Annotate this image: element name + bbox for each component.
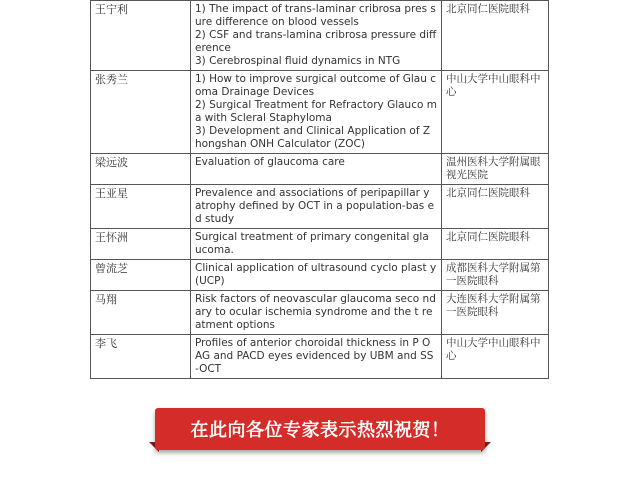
institution: 中山大学中山眼科中心 xyxy=(442,335,549,379)
topic-line: Surgical treatment of primary congenital gla ucoma. xyxy=(195,231,429,256)
institution: 北京同仁医院眼科 xyxy=(442,1,549,71)
talk-topics xyxy=(191,229,442,260)
talk-topics xyxy=(191,71,442,154)
table-row xyxy=(91,71,549,154)
topic-line: Risk factors of neovascular glaucoma seco ndary to ocular ischemia syndrome and the t reatment options xyxy=(195,293,436,331)
table-row xyxy=(91,185,549,229)
table-row xyxy=(91,1,549,71)
table-row xyxy=(91,229,549,260)
speaker-name: 马翔 xyxy=(91,291,191,335)
table-row xyxy=(91,154,549,185)
institution: 北京同仁医院眼科 xyxy=(442,229,549,260)
topic-line: 1) How to improve surgical outcome of Glau coma Drainage Devices xyxy=(195,73,437,98)
speaker-name: 曾流芝 xyxy=(91,260,191,291)
topic-line: 3) Development and Clinical Application of Z hongshan ONH Calculator (ZOC) xyxy=(195,125,431,150)
speaker-name: 李飞 xyxy=(91,335,191,379)
topic-line: 2) Surgical Treatment for Refractory Glauco ma with Scleral Staphyloma xyxy=(195,99,437,124)
institution: 成都医科大学附属第一医院眼科 xyxy=(442,260,549,291)
topic-line: 3) Cerebrospinal fluid dynamics in NTG xyxy=(195,55,401,67)
institution: 北京同仁医院眼科 xyxy=(442,185,549,229)
talk-topics xyxy=(191,1,442,71)
topic-line: Clinical application of ultrasound cyclo plast y (UCP) xyxy=(195,262,437,287)
topic-line: Prevalence and associations of peripapillar y atrophy defined by OCT in a population-bas ed study xyxy=(195,187,435,225)
speaker-name: 张秀兰 xyxy=(91,71,191,154)
speaker-name: 王亚星 xyxy=(91,185,191,229)
institution: 大连医科大学附属第一医院眼科 xyxy=(442,291,549,335)
speaker-name: 王怀洲 xyxy=(91,229,191,260)
topic-line: 2) CSF and trans-lamina cribrosa pressure difference xyxy=(195,29,437,54)
talk-topics xyxy=(191,154,442,185)
congratulation-banner xyxy=(155,408,485,450)
topic-line: Profiles of anterior choroidal thickness in P OAG and PACD eyes evidenced by UBM and SS-OCT xyxy=(195,337,434,375)
topic-line: 1) The impact of trans-laminar cribrosa pres sure difference on blood vessels xyxy=(195,3,436,28)
speaker-name: 梁远波 xyxy=(91,154,191,185)
talk-topics xyxy=(191,260,442,291)
topic-line: Evaluation of glaucoma care xyxy=(195,156,345,168)
table-row xyxy=(91,291,549,335)
banner-ribbon xyxy=(155,408,485,450)
speaker-table xyxy=(90,0,549,379)
talk-topics xyxy=(191,291,442,335)
institution: 温州医科大学附属眼视光医院 xyxy=(442,154,549,185)
banner-text: 在此向各位专家表示热烈祝贺！ xyxy=(190,420,450,441)
talk-topics xyxy=(191,185,442,229)
speaker-name: 王宁利 xyxy=(91,1,191,71)
institution: 中山大学中山眼科中心 xyxy=(442,71,549,154)
table-row xyxy=(91,335,549,379)
talk-topics xyxy=(191,335,442,379)
table-row xyxy=(91,260,549,291)
